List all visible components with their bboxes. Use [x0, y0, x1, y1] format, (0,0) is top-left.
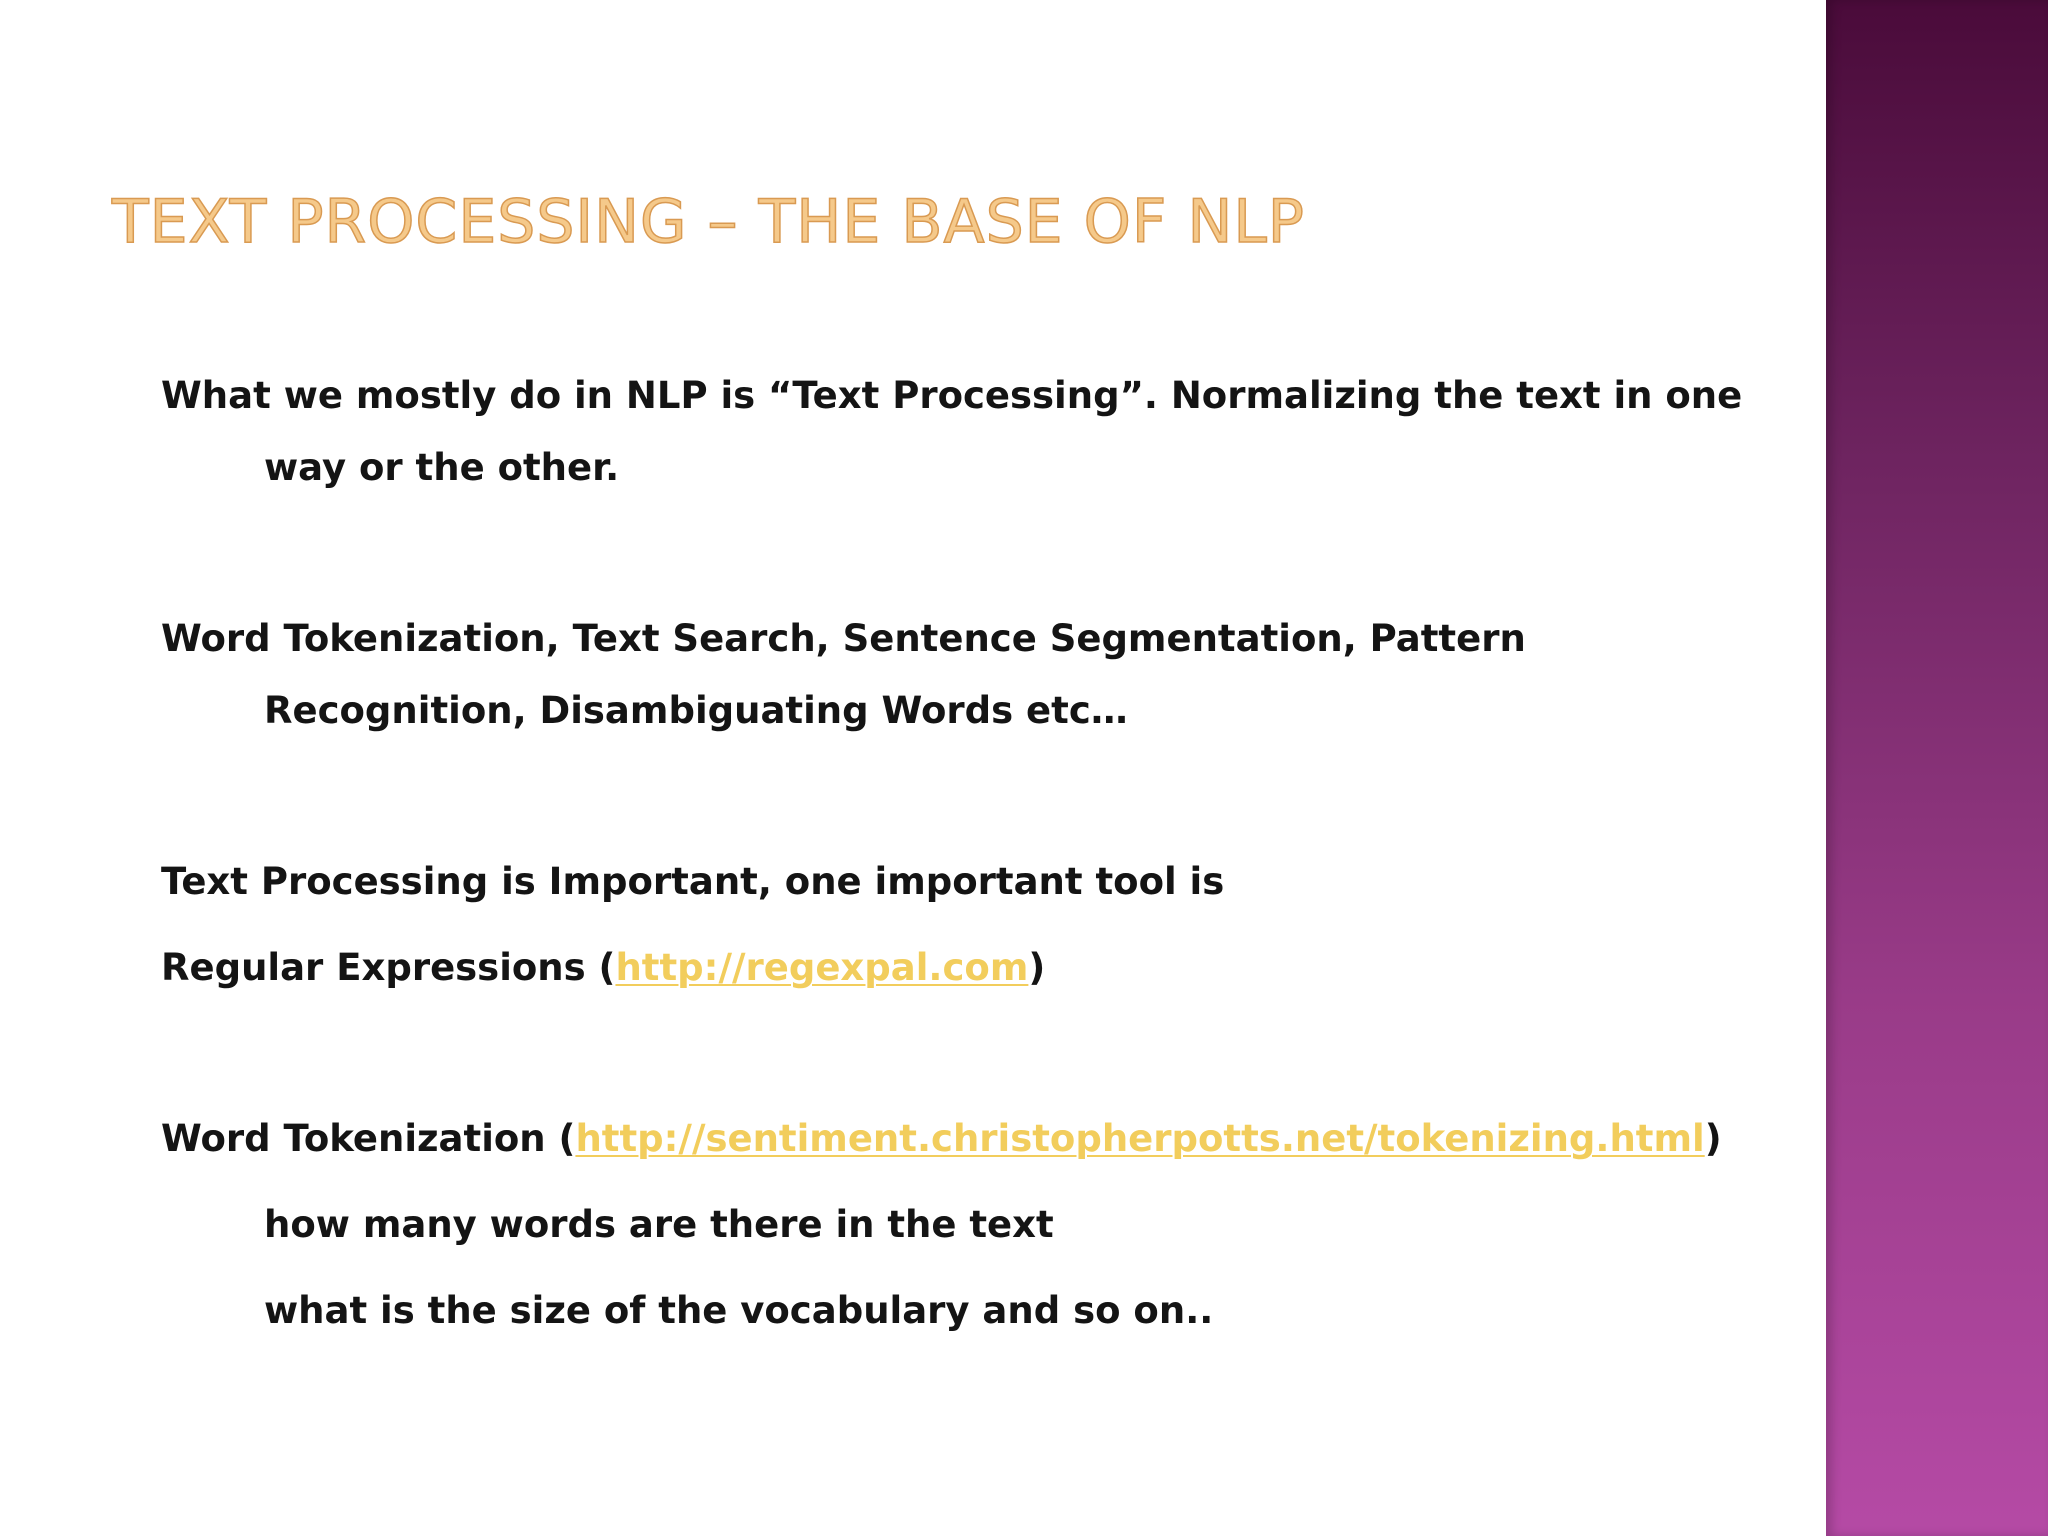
tokenization-close-paren: )	[1704, 1117, 1722, 1160]
tokenization-label: Word Tokenization (	[161, 1117, 576, 1160]
decorative-side-band	[1826, 0, 2048, 1536]
tokenizing-link[interactable]: http://sentiment.christopherpotts.net/tokenizing.html	[575, 1117, 1705, 1160]
spacer	[161, 1004, 1721, 1103]
paragraph-2-line-2: Recognition, Disambiguating Words etc…	[264, 689, 1128, 732]
paragraph-1-line-1: What we mostly do in NLP is “Text Processing”. Normalizing the text in one	[161, 374, 1743, 417]
paragraph-4-line-1	[161, 1103, 1721, 1175]
spacer	[161, 1175, 1721, 1189]
paragraph-3-line-1: Text Processing is Important, one important tool is	[161, 860, 1225, 903]
regex-label: Regular Expressions (	[161, 946, 616, 989]
spacer	[161, 918, 1721, 932]
regexpal-link[interactable]: http://regexpal.com	[615, 946, 1029, 989]
paragraph-3-line-2	[161, 932, 1721, 1004]
spacer	[161, 747, 1721, 846]
spacer	[161, 1261, 1721, 1275]
spacer	[161, 504, 1721, 603]
paragraph-1-line-2: way or the other.	[264, 446, 620, 489]
regex-close-paren: )	[1028, 946, 1046, 989]
paragraph-4-line-3: what is the size of the vocabulary and so on..	[264, 1289, 1214, 1332]
paragraph-2-line-1: Word Tokenization, Text Search, Sentence Segmentation, Pattern	[161, 617, 1526, 660]
slide-body	[161, 360, 1743, 1347]
paragraph-4-line-2: how many words are there in the text	[264, 1203, 1054, 1246]
slide-title: TEXT PROCESSING – THE BASE OF NLP	[112, 187, 1305, 257]
